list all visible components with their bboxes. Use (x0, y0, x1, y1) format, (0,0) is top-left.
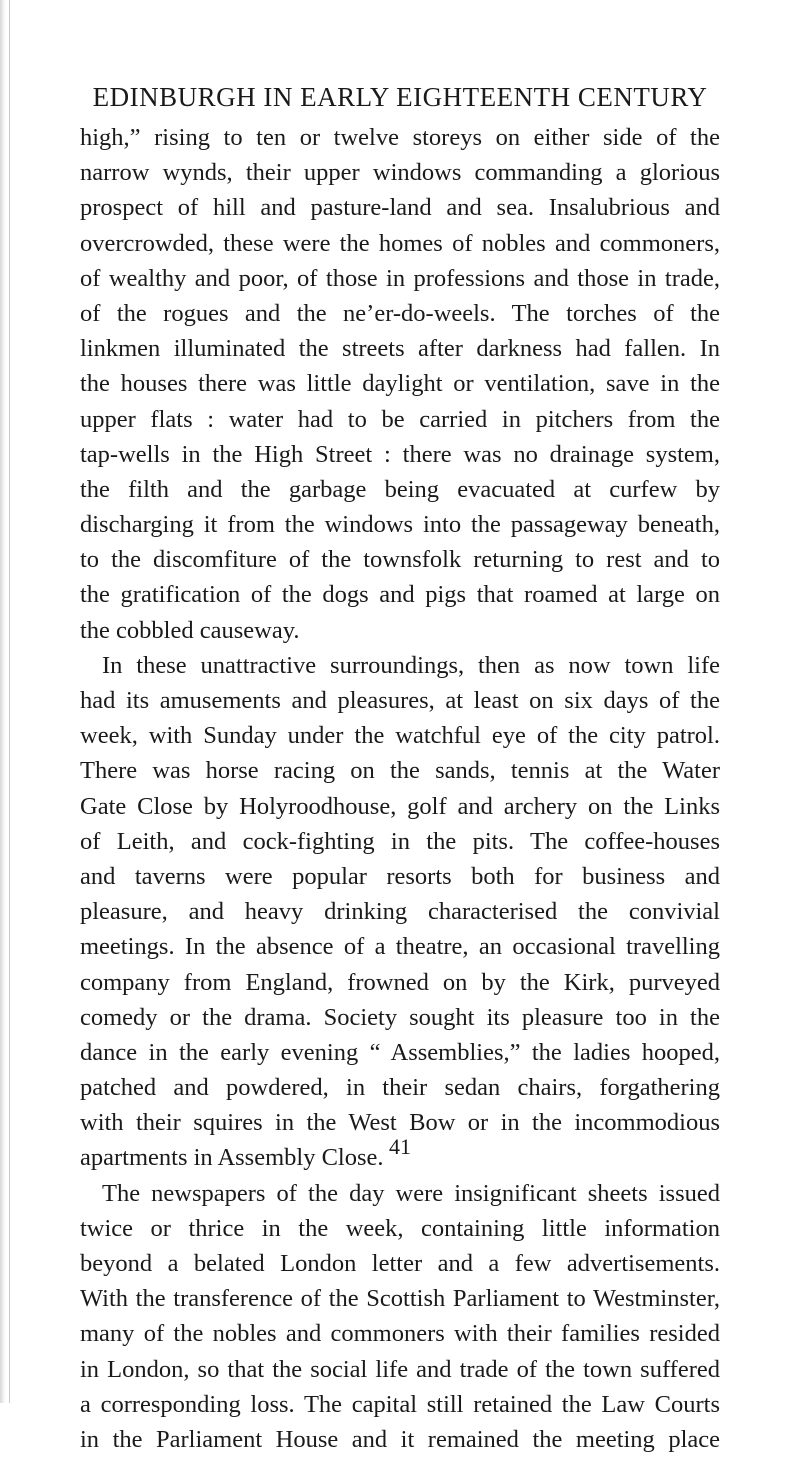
text-line: Gate Close by Holyroodhouse, golf and archery on the Links (80, 792, 720, 820)
text-line: upper flats : water had to be carried in pitchers from the (80, 405, 720, 433)
page-edge-line (9, 0, 10, 1403)
text-line: With the transference of the Scottish Parliament to Westminster, (80, 1285, 720, 1313)
text-line: meetings. In the absence of a theatre, an occasional travelling (80, 933, 720, 961)
text-line: with their squires in the West Bow or in the incommodious (80, 1109, 720, 1137)
page-number: 41 (389, 1134, 411, 1159)
text-line: dance in the early evening “ Assemblies,” the ladies hooped, (80, 1038, 720, 1066)
paragraph-3 (80, 1176, 720, 1457)
body-text (80, 120, 720, 1457)
text-line: prospect of hill and pasture-land and sea. Insalubrious and (80, 194, 720, 222)
text-line: apartments in Assembly Close. (80, 1144, 384, 1172)
text-line: to the discomfiture of the townsfolk returning to rest and to (80, 546, 720, 574)
text-line: of the rogues and the ne’er-do-weels. The torches of the (80, 299, 720, 327)
text-line: twice or thrice in the week, containing little information (80, 1214, 720, 1242)
text-line: In these unattractive surroundings, then as now town life (102, 651, 720, 679)
text-line: comedy or the drama. Society sought its pleasure too in the (80, 1003, 720, 1031)
running-head: EDINBURGH IN EARLY EIGHTEENTH CENTURY (92, 82, 708, 112)
text-line: pleasure, and heavy drinking characterised the convivial (80, 898, 720, 926)
text-line: linkmen illuminated the streets after darkness had fallen. In (80, 335, 720, 363)
text-line: tap-wells in the High Street : there was no drainage system, (80, 440, 720, 468)
text-line: narrow wynds, their upper windows commanding a glorious (80, 159, 720, 187)
text-line: patched and powdered, in their sedan chairs, forgathering (80, 1074, 720, 1102)
text-line: the filth and the garbage being evacuated at curfew by (80, 475, 720, 503)
text-line: many of the nobles and commoners with their families resided (80, 1320, 720, 1348)
text-line: in the Parliament House and it remained the meeting place (80, 1425, 720, 1453)
text-line: and taverns were popular resorts both for business and (80, 862, 720, 890)
text-line: overcrowded, these were the homes of nobles and commoners, (80, 229, 720, 257)
text-line: the cobbled causeway. (80, 616, 300, 644)
text-line: of Leith, and cock-fighting in the pits. The coffee-houses (80, 827, 720, 855)
text-line: high,” rising to ten or twelve storeys on either side of the (80, 124, 720, 151)
text-line: beyond a belated London letter and a few advertisements. (80, 1250, 720, 1277)
text-line: of wealthy and poor, of those in professions and those in trade, (80, 264, 720, 292)
text-line: week, with Sunday under the watchful eye of the city patrol. (80, 722, 720, 750)
text-line: the gratification of the dogs and pigs that roamed at large on (80, 581, 720, 609)
text-line: the houses there was little daylight or ventilation, save in the (80, 370, 720, 398)
text-line: The newspapers of the day were insignificant sheets issued (102, 1179, 720, 1207)
paragraph-1 (80, 120, 720, 648)
text-line: had its amusements and pleasures, at least on six days of the (80, 687, 720, 714)
text-line: discharging it from the windows into the passageway beneath, (80, 511, 720, 539)
text-line: There was horse racing on the sands, tennis at the Water (80, 757, 720, 785)
text-line: a corresponding loss. The capital still retained the Law Courts (80, 1390, 720, 1418)
text-line: in London, so that the social life and trade of the town suffered (80, 1355, 720, 1383)
paragraph-2 (80, 648, 720, 1176)
page-edge-shadow (0, 0, 6, 1403)
text-line: company from England, frowned on by the Kirk, purveyed (80, 968, 720, 996)
